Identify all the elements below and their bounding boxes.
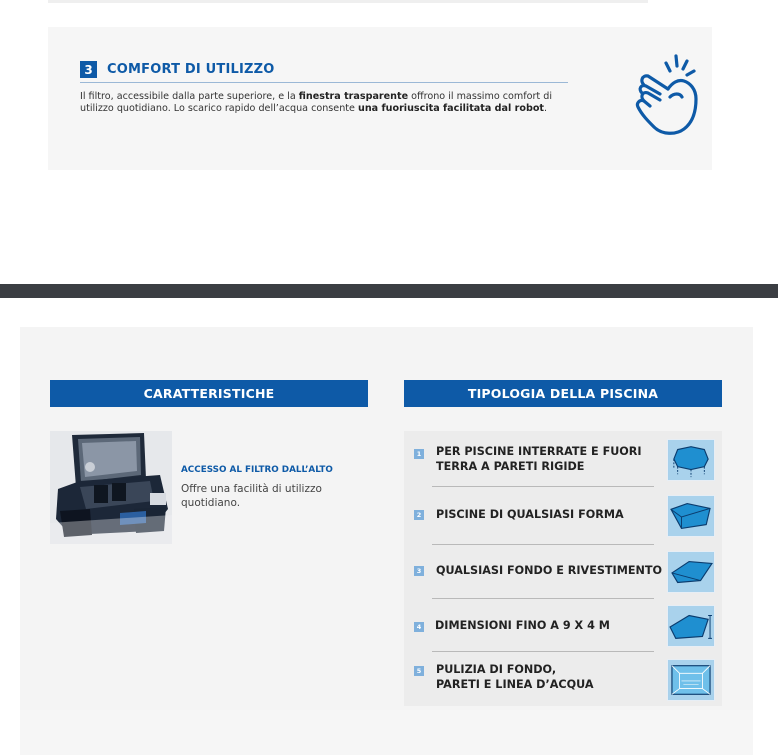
- pool-type-label-line: TERRA A PARETI RIGIDE: [436, 460, 585, 473]
- comfort-text-bold: finestra trasparente: [298, 91, 409, 102]
- comfort-text-part: Il filtro, accessibile dalla parte superiore, e la: [80, 91, 299, 102]
- section-divider: [0, 284, 778, 298]
- item-number-badge: 4: [414, 622, 424, 632]
- feature-description: Offre una facilità di utilizzo quotidiano.: [181, 483, 322, 509]
- section-number: 3: [80, 61, 97, 78]
- specs-panel-footer: [20, 710, 753, 755]
- list-item: [404, 657, 722, 705]
- item-number-badge: 2: [414, 510, 424, 520]
- list-item: [404, 493, 722, 541]
- pool-type-label-line: QUALSIASI FONDO E RIVESTIMENTO: [436, 564, 662, 577]
- comfort-divider: [80, 82, 568, 83]
- pool-type-label: [435, 618, 610, 633]
- item-number-badge: 1: [414, 449, 424, 459]
- comfort-title: COMFORT DI UTILIZZO: [107, 62, 275, 77]
- freeform-pool-icon: [667, 495, 715, 537]
- tab-pool-type: TIPOLOGIA DELLA PISCINA: [404, 380, 722, 407]
- comfort-text-part: .: [544, 103, 548, 114]
- robot-illustration: [50, 431, 172, 544]
- finger-snap-icon: [630, 49, 710, 141]
- pool-type-label: [436, 507, 624, 522]
- row-divider: [432, 486, 654, 487]
- pool-type-label-line: DIMENSIONI FINO A 9 X 4 M: [435, 619, 610, 632]
- row-divider: [432, 544, 654, 545]
- list-item: [404, 439, 722, 487]
- comfort-text-bold: una fuoriuscita facilitata dal robot: [358, 103, 545, 114]
- comfort-card: [48, 27, 712, 170]
- top-strip: [48, 0, 648, 3]
- comfort-text-part: offrono il massimo comfort di utilizzo quotidiano. Lo scarico rapido dell’acqua consente: [80, 91, 552, 114]
- pool-type-label: [436, 444, 642, 474]
- row-divider: [432, 651, 654, 652]
- list-item: [404, 603, 722, 651]
- pool-cleaning-zones-icon: [667, 659, 715, 701]
- comfort-heading: [80, 61, 275, 78]
- tab-features: CARATTERISTICHE: [50, 380, 368, 407]
- robot-image: [50, 431, 172, 544]
- list-item: [404, 549, 722, 597]
- feature-title: ACCESSO AL FILTRO DALL’ALTO: [181, 465, 333, 475]
- pool-type-list: [404, 431, 722, 706]
- above-ground-pool-icon: [667, 439, 715, 481]
- pool-type-label: [436, 662, 593, 692]
- pool-type-label-line: PULIZIA DI FONDO,: [436, 663, 557, 676]
- row-divider: [432, 598, 654, 599]
- pool-type-label-line: PARETI E LINEA D’ACQUA: [436, 678, 594, 691]
- pool-dimensions-icon: [667, 605, 715, 647]
- comfort-text: [80, 91, 580, 115]
- pool-type-label-line: PISCINE DI QUALSIASI FORMA: [436, 508, 624, 521]
- pool-floor-icon: [667, 551, 715, 593]
- item-number-badge: 5: [414, 666, 424, 676]
- item-number-badge: 3: [414, 566, 424, 576]
- pool-type-label: [436, 563, 662, 578]
- pool-type-label-line: PER PISCINE INTERRATE E FUORI: [436, 445, 642, 458]
